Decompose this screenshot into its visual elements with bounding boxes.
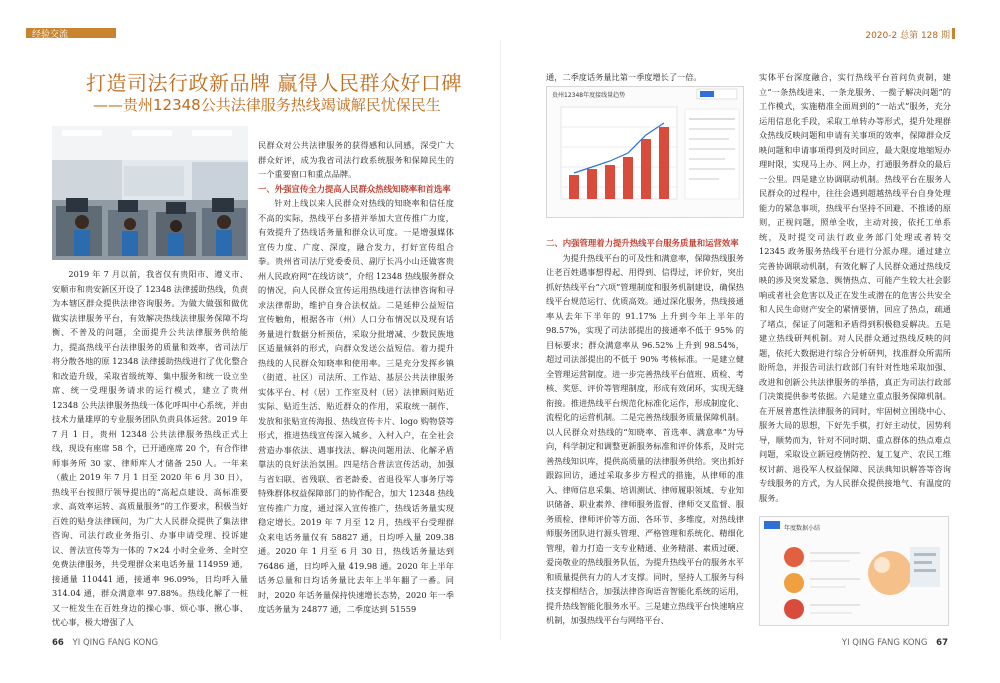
col4-paragraph: 实体平台深度融合，实行热线平台首问负责制，建立“一条热线进来、一条龙服务、一揽子解决问题”的工作模式，实施精准全面周到的“一站式”服务，充分运用信息化手段，采取工单转办等形式，提升处理群众热线反映问题和申请有关事项的效率，保障群众反映问题和申请事项得到及时回应，最大限度地缩短办理时限，实现马上办、网上办，打通服务群众的最后一公里。四是建立协调联动机制。热线平台在服务人民群众的过程中，往往会遇到超越热线平台自身处理能力的紧急事项，热线平台坚持不回避、不推诿的原则，正视问题，照单全收，主动对接，依托工单系统，及时提交司法行政业务部门处理或者转交 12345 政务服务热线平台进行分派办理。通过建立完善协调联动机制，有效化解了人民群众通过热线反映的涉及突发紧急、舆情热点、可能产生较大社会影响或者社会危害以及正在发生或潜在的危害公共安全和人民生命财产安全的紧情要情，回应了热点，疏通了堵点，保证了问题和矛盾得到积极稳妥解决。五是建立热线研判机制。对人民群众通过热线反映的问题，依托大数据进行综合分析研判，找准群众所需所盼所急，并报告司法行政部门有针对性地采取加强、改进和创新公共法律服务的举措，真正为司法行政部门决策提供参考依据。六是建立重点服务保障机制。在开展普惠性法律服务的同时，牢固树立围绕中心、服务大局的思想，下好先手棋，打好主动仗，因势利导，顺势而为，针对不同时期、重点群体的热点难点问题，采取设立新冠疫情防控、复工复产、农民工维权讨薪、退役军人权益保障、民法典知识解答等咨询专线服务的方式，为人民群众提供接地气、有温度的服务。 [759, 72, 951, 503]
section-heading-1: 一、外强宣传全力提高人民群众热线知晓率和首选率 [258, 183, 451, 194]
summary-chart [759, 516, 949, 626]
col2-intro: 民群众对公共法律服务的获得感和认同感，深受广大群众好评，成为我省司法行政系统服务和保障民生的一个重要窗口和重点品牌。 [258, 140, 454, 179]
footer-left-text: YI QING FANG KONG [72, 638, 159, 648]
column-2 [258, 138, 454, 617]
page-number-right: 67 [936, 638, 948, 648]
issue-bar [952, 28, 955, 39]
trend-chart-title: 贵州12348年度接线量趋势 [552, 92, 626, 99]
col2-paragraph: 针对上线以来人民群众对热线的知晓率和信任度不高的实际，热线平台多措并举加大宣传推广力度，有效提升了热线话务量和群众认可度。一是增强媒体宣传力度、广度、深度，融合发力，打好宣传组合拳。贵州省司法厅党委委员、副厅长冯小山还做客贵州人民政府网“在线访谈”，介绍 12348 热线服务群众的情况，向人民群众宣传运用热线进行法律咨询和寻求法律帮助，维护自身合法权益。二是延伸公益短信宣传触角，根据各市（州）人口分布情况以及现有话务量进行数据分析预估，采取分批增减、少数民族地区适量倾斜的形式，向群众发送公益短信。着力提升热线的人民群众知晓率和使用率。三是充分发挥乡镇（街道、社区）司法所、工作站、基层公共法律服务实体平台、村（居）工作室及村（居）法律顾问贴近实际、贴近生活、贴近群众的作用，采取统一制作、发放和张贴宣传海报、热线宣传卡片、logo 购物袋等形式，推进热线宣传深入城乡、入村入户，在全社会营造办事依法、遇事找法、解决问题用法、化解矛盾靠法的良好法治氛围。四是结合普法宣传活动，加强与省妇联、省残联、省老龄委、省退役军人事务厅等特殊群体权益保障部门的协作配合，加大 12348 热线宣传推广力度，通过深入宣传推广，热线话务量实现稳定增长。2019 年 7 月至 12 月，热线平台受理群众来电话务量仅有 58827 通，日均呼入量 209.38 通。2020 年 1 月至 6 月 30 日，热线话务量达到 76486 通，日均呼入量 419.98 通。2020 年上半年话务总量和日均话务量比去年上半年翻了一番。同时，2020 年话务量保持快速增长态势，2020 年一季度话务量为 24877 通，二季度达到 51559 [258, 198, 454, 614]
article-subtitle: ——贵州12348公共法律服务热线竭诚解民忧保民生 [93, 96, 441, 114]
summary-chart-title: 年度数据小结 [784, 525, 821, 532]
section-tag [26, 28, 116, 38]
trend-chart [546, 86, 744, 218]
section-heading-2: 二、内强管理着力提升热线平台服务质量和运营效率 [546, 238, 739, 248]
footer-right-text: YI QING FANG KONG [841, 638, 928, 648]
footer-right [842, 638, 948, 648]
summary-chart-graphic [760, 517, 948, 625]
column-4 [759, 70, 951, 505]
footer-left [52, 638, 158, 648]
col3-intro: 通，二季度话务量比第一季度增长了一倍。 [546, 72, 702, 82]
page-gutter [500, 40, 501, 640]
trend-chart-graphic [547, 87, 743, 217]
col3-paragraph: 为提升热线平台的可及性和满意率，保障热线服务让老百姓遇事想得起、用得到、信得过，评价好，突出抓好热线平台“六项”管理制度和服务机制建设，确保热线平台规范运行、优质高效。通过深化服务，热线接通率从去年下半年的 91.17% 上升到今年上半年的 98.57%，实现了司法部提出的接通率不低于 95% 的目标要求；群众满意率从 96.52% 上升到 98.54%，超过司法部提出的不低于 90% 考核标准。一是建立健全管理运营制度。进一步完善热线平台值班、质检、考核、奖惩、评价等管理制度，形成有效闭环，实现无缝衔接。推进热线平台规范化标准化运作，形成制度化、流程化的运营机制。二是完善热线服务质量保障机制。以人民群众对热线的“知晓率、首选率、满意率”为导向，科学制定和调整更新服务标准和评价体系，及时完善热线知识库，提供高质量的法律服务供给。突出抓好跟踪回访，通过采取多步方程式的措施，从律师的准入、律师信息采集、培训测试、律师履职领域、专业知识储备、职业素养、律师服务监督、律师交叉监督、服务质检、律师评价等方面、各环节、多维度，对热线律师服务团队进行源头管理、严格管理和系统化、精细化管理，着力打造一支专业精通、业务精湛、素质过硬、爱岗敬业的热线服务队伍，为提升热线平台的服务水平和质量提供有力的人才支撑。同时，坚持人工服务与科技支撑相结合，加强法律咨询语音智能化系统的运用，提升热线智能化服务水平。三是建立热线平台快速响应机制，加强热线平台与网络平台、 [546, 252, 744, 625]
page-number-left: 66 [52, 638, 64, 648]
column-3 [546, 236, 744, 628]
section-label: 经验交流 [32, 30, 69, 40]
article-title: 打造司法行政新品牌 赢得人民群众好口碑 [86, 71, 462, 95]
photo-illustration [52, 126, 248, 260]
column-3-intro [546, 70, 744, 85]
call-center-photo [52, 126, 248, 260]
column-1 [52, 267, 248, 630]
col1-paragraph: 2019 年 7 月以前，我省仅有贵阳市、遵义市、安顺市和贵安新区开设了 12348 法律援助热线，负责为本辖区群众提供法律咨询服务。为做大做强和做优做实法律服务平台，有效解决热线法律服务保障不均衡、不普及的问题，全面提升公共法律服务供给能力，提高热线平台法律服务的质量和效率，省司法厅将分散各地的原 12348 法律援助热线进行了优化整合和改造升级，采取省级统筹、集中服务和统一设立坐席、统一受理服务请求的运行模式，建立了贵州 12348 公共法律服务热线一体化呼叫中心系统，并由技术力量雄厚的专业服务团队负责具体运营。2019 年 7 月 1 日，贵州 12348 公共法律服务热线正式上线，现设有座席 58 个，已开通座席 20 个，有合作律师事务所 30 家、律师库人才储备 250 人。一年来（截止 2019 年 7 月 1 日至 2020 年 6 月 30 日），热线平台按照厅领导提出的“高起点建设、高标准要求、高效率运转、高质量服务”的工作要求，积极当好百姓的贴身法律顾问，为广大人民群众提供了集法律咨询、司法行政业务指引、办事申请受理、投诉建议、普法宣传等为一体的 7×24 小时全业务、全时空免费法律服务，共受理群众来电话务量 114959 通，接通量 110441 通，接通率 96.09%，日均呼入量 314.04 通，群众满意率 97.88%。热线化解了一桩又一桩发生在百姓身边的操心事、烦心事、揪心事、忧心事，极大增强了人 [52, 269, 248, 627]
issue-label: 2020-2 总第 128 期 [865, 31, 950, 41]
